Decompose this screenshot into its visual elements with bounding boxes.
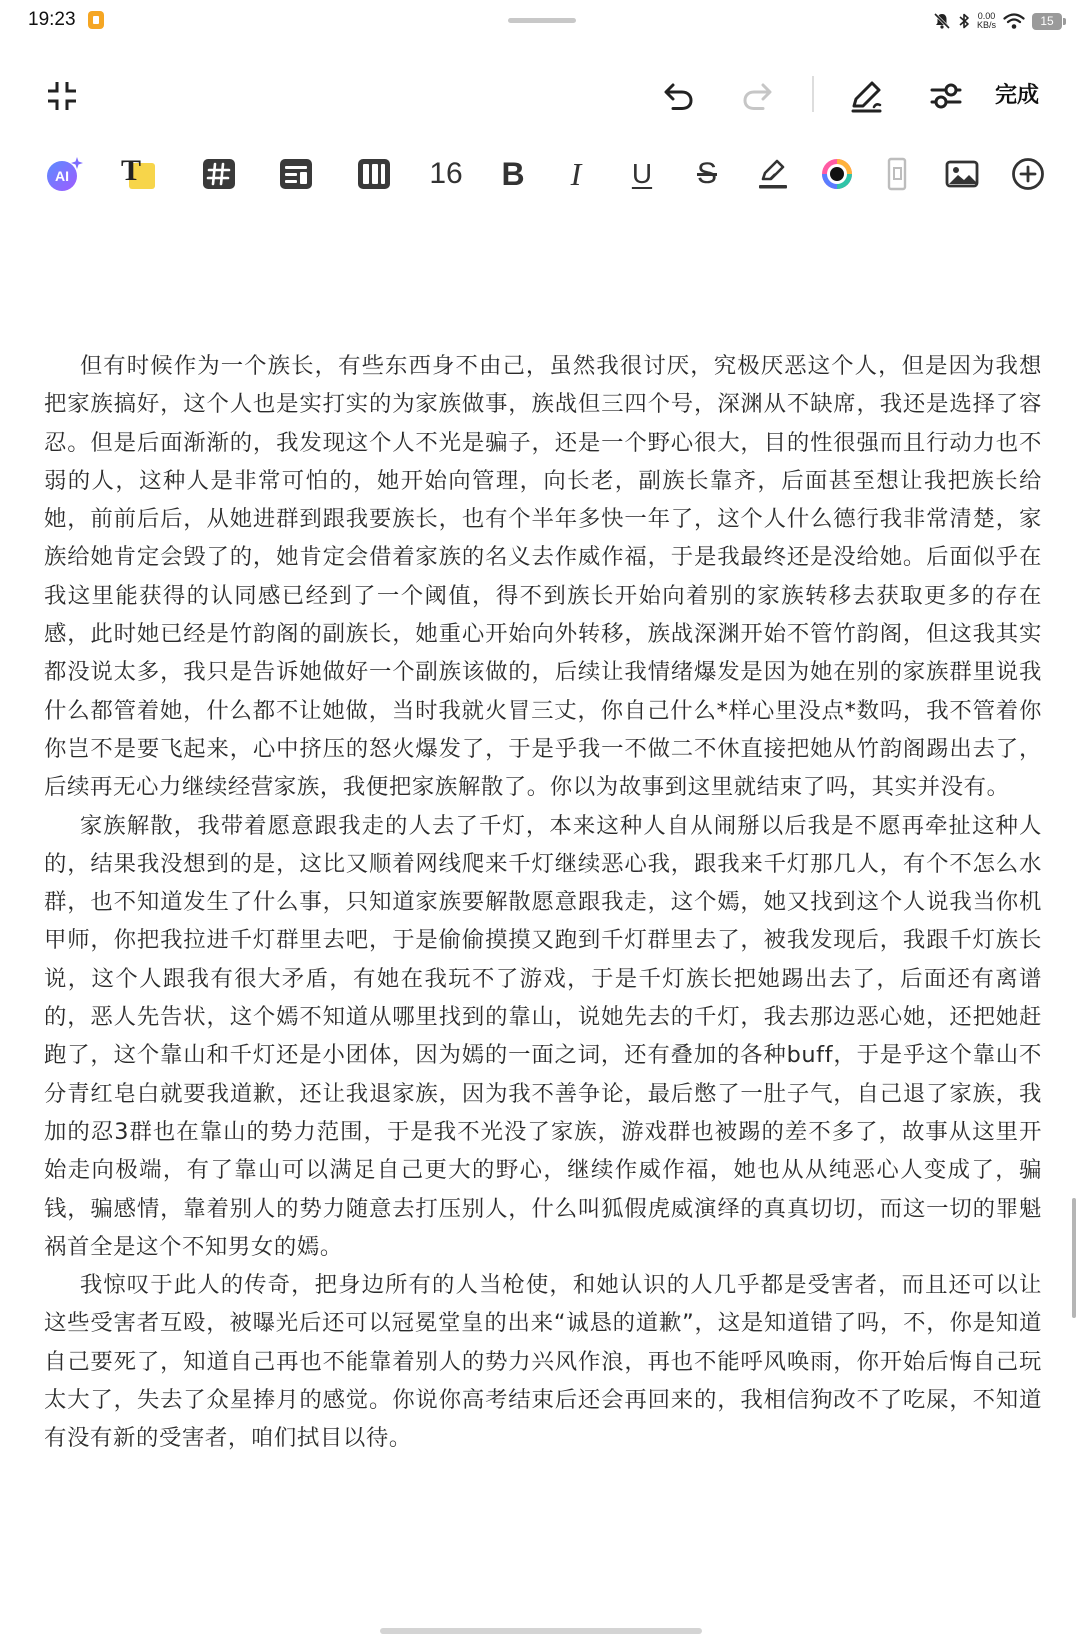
redo-button[interactable] bbox=[734, 72, 782, 120]
paragraph[interactable]: 但有时候作为一个族长，有些东西身不由己，虽然我很讨厌，究极厌恶这个人，但是因为我想把家族搞好，这个人也是实打实的为家族做事，族战但三四个号，深渊从不缺席，我还是选择了容忍。但是后面渐渐的，我发现这个人不光是骗子，还是一个野心很大，目的性很强而且行动力也不弱的人，这种人是非常可怕的，她开始向管理，向长老，副族长靠齐，后面甚至想让我把族长给她，前前后后，从她进群到跟我要族长，也有个半年多快一年了，这个人什么德行我非常清楚，家族给她肯定会毁了的，她肯定会借着家族的名义去作威作福，于是我最终还是没给她。后面似乎在我这里能获得的认同感已经到了一个阈值，得不到族长开始向着别的家族转移去获取更多的存在感，此时她已经是竹韵阁的副族长，她重心开始向外转移，族战深渊开始不管竹韵阁，但这我其实都没说太多，我只是告诉她做好一个副族该做的，后续让我情绪爆发是因为她在别的家族群里说我什么都管着她，什么都不让她做，当时我就火冒三丈，你自己什么*样心里没点*数吗，我不管着你你岂不是要飞起来，心中挤压的怒火爆发了，于是乎我一不做二不休直接把她从竹韵阁踢出去了，后续再无心力继续经营家族，我便把家族解散了。你以为故事到这里就结束了吗，其实并没有。 bbox=[44, 353, 1042, 801]
settings-button[interactable] bbox=[922, 72, 970, 120]
pen-icon bbox=[848, 78, 884, 114]
home-indicator[interactable] bbox=[380, 1628, 702, 1634]
bold-label: B bbox=[501, 155, 525, 192]
note-body[interactable] bbox=[44, 347, 1042, 1458]
network-speed-unit: KB/s bbox=[976, 20, 996, 30]
font-size-value: 16 bbox=[429, 157, 463, 190]
ai-icon bbox=[44, 154, 84, 194]
font-size-button[interactable] bbox=[422, 148, 470, 200]
text-color-button[interactable] bbox=[813, 148, 861, 200]
text-style-label: T bbox=[121, 154, 142, 187]
page-icon bbox=[885, 157, 913, 191]
sliders-icon bbox=[929, 79, 963, 113]
bluetooth-icon bbox=[958, 12, 970, 30]
notification-app-icon bbox=[88, 11, 104, 29]
ai-assistant-button[interactable] bbox=[40, 148, 88, 200]
mute-bell-icon bbox=[933, 12, 951, 30]
handwriting-button[interactable] bbox=[842, 72, 890, 120]
underline-label: U bbox=[631, 158, 653, 189]
network-speed bbox=[977, 12, 996, 30]
multitask-handle[interactable] bbox=[508, 18, 576, 23]
editor-toolbar bbox=[0, 64, 1080, 128]
underline-button[interactable] bbox=[618, 148, 666, 200]
layout-button[interactable] bbox=[350, 148, 398, 200]
strikethrough-label: S bbox=[696, 157, 717, 190]
text-style-icon bbox=[119, 154, 157, 191]
columns-icon bbox=[357, 158, 391, 190]
insert-more-button[interactable] bbox=[1004, 148, 1052, 200]
redo-icon bbox=[741, 81, 775, 111]
highlight-button[interactable] bbox=[749, 148, 797, 200]
status-time: 19:23 bbox=[28, 9, 76, 30]
paragraph[interactable]: 家族解散，我带着愿意跟我走的人去了千灯，本来这种人自从闹掰以后我是不愿再牵扯这种人的，结果我没想到的是，这比又顺着网线爬来千灯继续恶心我，跟我来千灯那几人，有个不怎么水群，也不知道发生了什么事，只知道家族要解散愿意跟我走，这个嫣，她又找到这个人说我当你机甲师，你把我拉进千灯群里去吧，于是偷偷摸摸又跑到千灯群里去了，被我发现后，我跟千灯族长说，这个人跟我有很大矛盾，有她在我玩不了游戏，于是千灯族长把她踢出去了，后面还有离谱的，恶人先告状，这个嫣不知道从哪里找到的靠山，说她先去的千灯，我去那边恶心她，还把她赶跑了，这个靠山和千灯还是小团体，因为嫣的一面之词，还有叠加的各种buff，于是乎这个靠山不分青红皂白就要我道歉，还让我退家族，因为我不善争论，最后憋了一肚子气，自己退了家族，我加的忍3群也在靠山的势力范围，于是我不光没了家族，游戏群也被踢的差不多了，故事从这里开始走向极端，有了靠山可以满足自己更大的野心，继续作威作福，她也从从纯恶心人变成了，骗钱，骗感情，靠着别人的势力随意去打压别人，什么叫狐假虎威演绎的真真切切，而这一切的罪魁祸首全是这个不知男女的嫣。 bbox=[44, 812, 1042, 1260]
undo-button[interactable] bbox=[654, 72, 702, 120]
collapse-icon bbox=[46, 80, 78, 112]
undo-icon bbox=[661, 81, 695, 111]
italic-button[interactable] bbox=[552, 148, 600, 200]
image-icon bbox=[945, 159, 979, 189]
paragraph[interactable]: 我惊叹于此人的传奇，把身边所有的人当枪使，和她认识的人几乎都是受害者，而且还可以让这些受害者互殴，被曝光后还可以冠冕堂皇的出来“诚恳的道歉”，这是知道错了吗，不，你是知道自己要死了，知道自己再也不能靠着别人的势力兴风作浪，再也不能呼风唤雨，你开始后悔自己玩太大了，失去了众星捧月的感觉。你说你高考结束后还会再回来的，我相信狗改不了吃屎，不知道有没有新的受害者，咱们拭目以待。 bbox=[44, 1272, 1042, 1452]
add-circle-icon bbox=[1011, 157, 1045, 191]
hashtag-icon bbox=[202, 158, 236, 190]
battery-indicator: 15 bbox=[1032, 13, 1062, 30]
exit-fullscreen-button[interactable] bbox=[38, 72, 86, 120]
ai-label: AI bbox=[55, 168, 69, 184]
scrollbar[interactable] bbox=[1072, 1198, 1076, 1318]
list-button[interactable] bbox=[272, 148, 320, 200]
bold-button[interactable] bbox=[489, 148, 537, 200]
wifi-icon bbox=[1003, 12, 1025, 30]
list-icon bbox=[279, 158, 313, 190]
status-icons bbox=[933, 9, 1062, 33]
page-button[interactable] bbox=[875, 148, 923, 200]
strikethrough-button[interactable] bbox=[683, 148, 731, 200]
highlighter-icon bbox=[756, 157, 790, 191]
done-button[interactable]: 完成 bbox=[995, 83, 1040, 108]
insert-image-button[interactable] bbox=[938, 148, 986, 200]
toolbar-divider bbox=[812, 76, 814, 112]
text-style-button[interactable] bbox=[114, 148, 162, 200]
heading-button[interactable] bbox=[195, 148, 243, 200]
status-bar bbox=[0, 0, 1080, 42]
network-speed-value: 0.00 bbox=[977, 11, 996, 21]
italic-label: I bbox=[570, 155, 582, 192]
color-wheel-icon bbox=[820, 157, 854, 191]
